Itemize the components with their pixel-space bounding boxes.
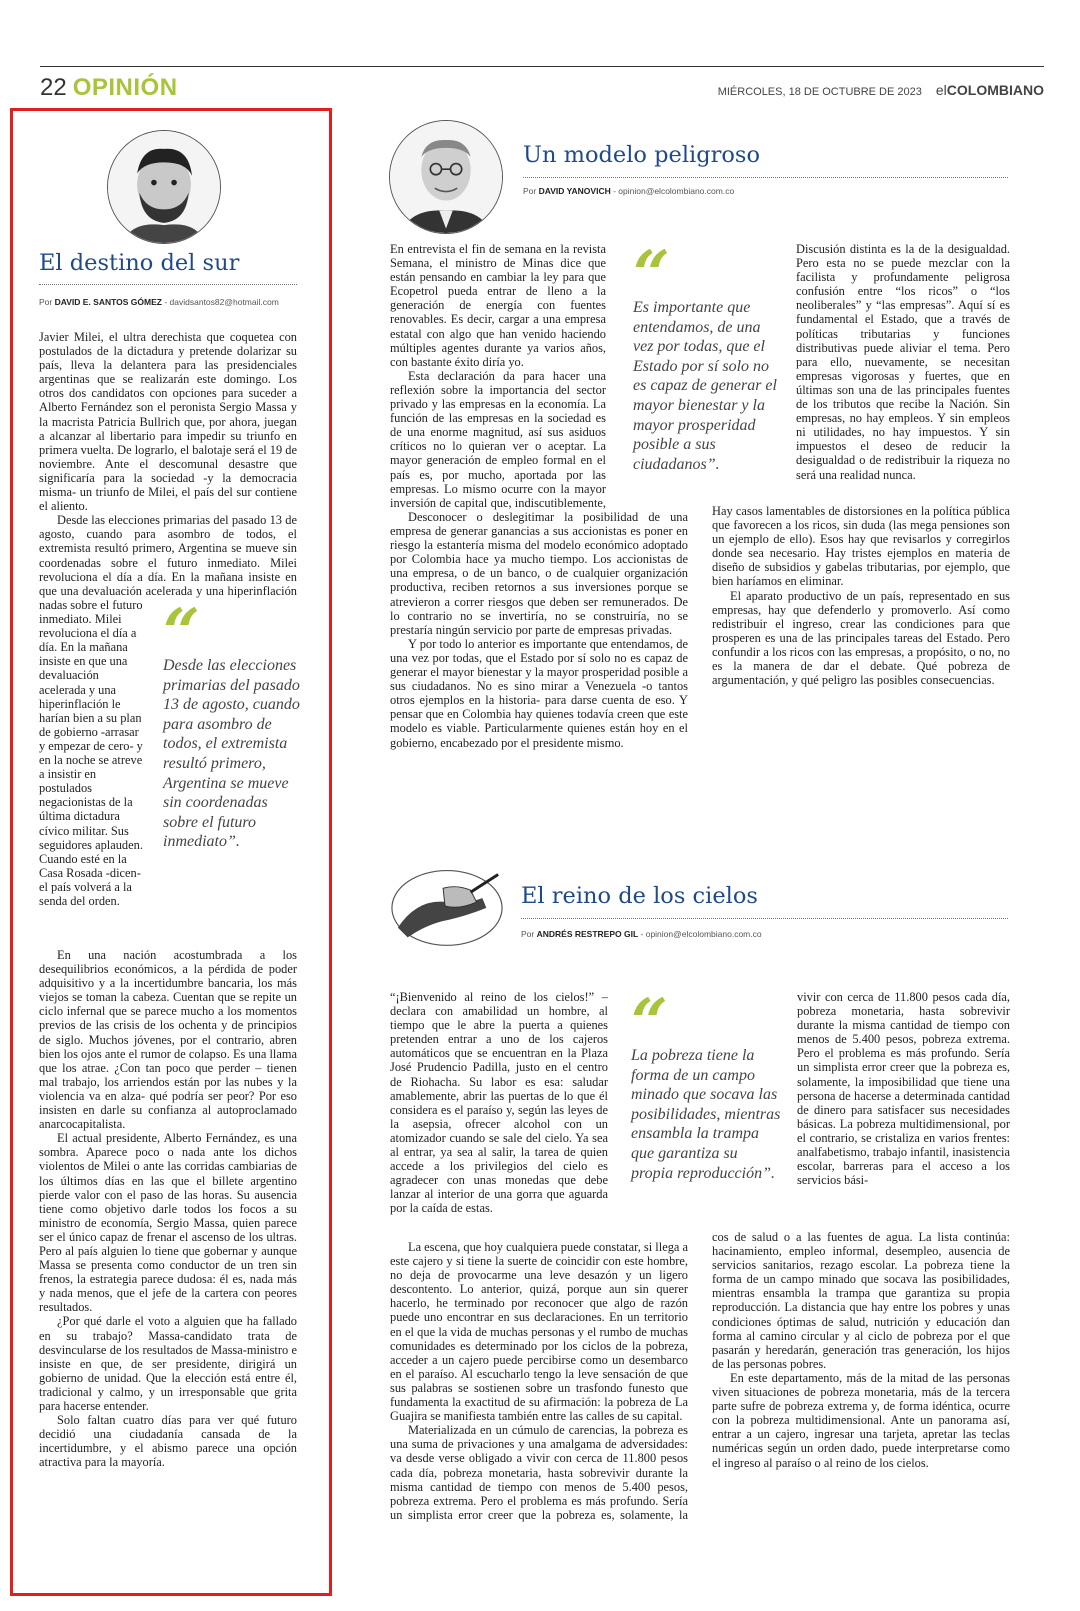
pull-quote-destino: “ Desde las elecciones primarias del pasado 13 de agosto, cuando para asombro de todos, el extremista resultó primero, Argentina se mueve sin coordenadas sobre el futuro inmediato”. [163,608,303,852]
paragraph: Solo faltan cuatro días para ver qué futuro decidió una ciudadanía cansada de la incertidumbre, y el abismo parece una opción atractiva para la mayoría. [39,1413,297,1470]
quote-mark-icon: “ [633,237,670,312]
paragraph: cos de salud o a las fuentes de agua. La lista continúa: hacinamiento, empleo informal, desempleo, ausencia de servicios sanitarios, rezago escolar. La pobreza tiene la forma de un campo minado que socava las posibilidades, mientras ensambla la trampa que garantiza su propia reproducción. La distancia que hay entre los pobres y unas condiciones óptimas de salud, nutrición y educación dan forma al camino circular y al ciclo de pobreza por el que pasarán y heredarán, generación tras generación, los hijos de las personas pobres. [712,1230,1010,1371]
brand-logo: elCOLOMBIANO [935,82,1044,98]
paragraph: ¿Por qué darle el voto a alguien que ha fallado en su trabajo? Massa-candidato trata de desvincularse de los resultados de Massa-ministro e insiste en que, de ser presidente, dirigirá un gobierno de unidad. Que la elección está entre él, tradicional y calmo, y un irresponsable que grita para hacerse entender. [39,1314,297,1413]
paragraph: vivir con cerca de 11.800 pesos cada día, pobreza monetaria, hasta sobrevivir durante la misma cantidad de tiempo con menos de 5.400 pesos, pobreza extrema. Pero el problema es más profundo. Sería un simplista error creer que la pobreza es, solamente, la imposibilidad que tiene una persona de hacerse a determinada cantidad de dinero para satisfacer sus necesidades básicas. La pobreza multidimensional, por el contrario, se cristaliza en varios frentes: analfabetismo, trabajo infantil, inasistencia escolar, barreras para el acceso a los servicios bási- [797,990,1010,1188]
article-body-modelo-col1-bottom [390,510,688,836]
byline-yanovich: Por DAVID YANOVICH - opinion@elcolombiano.com.co [523,186,735,196]
paragraph: Hay casos lamentables de distorsiones en la política pública que favorecen a los ricos, sin duda (las mega pensiones son un ejemplo de ello). Esos hay que revisarlos y corregirlos donde sea necesario. Hay tristes ejemplos en materia de diseño de subsidios y gabelas tributarias, por ejemplo, que bien haríamos en eliminar. [712,504,1010,589]
section-name: OPINIÓN [72,74,178,101]
article-body-destino-part2 [39,948,297,1526]
paragraph: Y por todo lo anterior es importante que entendamos, de una vez por todas, que el Estado por sí solo no es capaz de generar el mayor bienestar y la mayor prosperidad posible a sus ciudadanos. No es sino mirar a Venezuela -o tantos otros ejemplos en la historia- para darse cuenta de eso. Y pensar que en Colombia hay quienes todavía creen que este modelo es viable. Particularmente quienes están hoy en el gobierno, encabezado por el presidente mismo. [390,636,688,750]
article-body-destino-narrow [39,598,147,948]
paragraph: En entrevista el fin de semana en la revista Semana, el ministro de Minas dice que están pensando en cambiar la ley para que Ecopetrol pueda entrar de lleno a la generación de energía con fuentes renovables. Es decir, cargar a una empresa estatal con algo que han venido haciendo múltiples agentes durante ya varios años, con bastante éxito diría yo. [390,242,606,369]
article-title-modelo: Un modelo peligroso [523,142,761,168]
paragraph: En una nación acostumbrada a los desequilibrios económicos, a la pérdida de poder adquisitivo y a la incertidumbre bancaria, los más viejos se toman la cabeza. Cuentan que se repite un ciclo infernal que se parece mucho a los momentos previos de las crisis de los ochenta y de principios de siglo. Muchos jóvenes, por el contrario, abren bien los ojos ante el rumor de colapso. Es una llama que los atrae. ¿Con tan poco que perder – tienen mal trabajo, los arriendos están por las nubes y la violencia va en alza- qué podría ser peor? Por eso insisten en darle su confianza al autoproclamado anarcocapitalista. [39,948,297,1132]
writing-hand-illustration [388,858,506,950]
paragraph: Desde las elecciones primarias del pasado 13 de agosto, cuando para asombro de todos, el extremista resultó primero, Argentina se mueve sin coordenadas sobre el futuro inmediato. Milei revoluciona el día a día. En la mañana insiste en que una devaluación acelerada y una hiperinflación [39,513,297,598]
quote-mark-icon: “ [163,595,200,670]
paragraph: Javier Milei, el ultra derechista que coquetea con postulados de la dictadura y pretende dolarizar su país, lleva la delantera para las presidenciales argentinas que se realizarán este domingo. Los otros dos candidatos con opciones para suceder a Alberto Fernández son el peronista Sergio Massa y la macrista Patricia Bullrich que, por ahora, juegan a alcanzar al libertario para impedir su triunfo en primera vuelta. De lograrlo, el balotaje será el 19 de noviembre. Ante el descomunal desastre que significaría para la sociedad -y la democracia misma- un triunfo de Milei, el país del sur contiene el aliento. [39,330,297,514]
article-body-modelo-col3-bottom [712,504,1010,834]
article-title-reino: El reino de los cielos [521,883,758,909]
title-rule [39,284,297,285]
author-portrait-santos [107,130,221,244]
title-rule [523,177,1008,178]
byline-restrepo: Por ANDRÉS RESTREPO GIL - opinion@elcolombiano.com.co [521,929,762,939]
article-body-modelo-col3-top [796,242,1010,504]
dateline [718,82,1044,98]
author-portrait-yanovich [389,120,503,234]
top-rule [40,66,1044,67]
issue-date: MIÉRCOLES, 18 DE OCTUBRE DE 2023 [717,86,922,98]
paragraph: El actual presidente, Alberto Fernández, es una sombra. Aparece poco o nada ante los dichos violentos de Milei o ante las corridas cambiarias de los últimos días en las que el billete argentino pierde valor con el paso de las horas. Su ausencia tiene como objetivo darle todos los focos a su ministro de economía, Sergio Massa, quien parece ser el único capaz de frenar el ascenso de los ultras. Pero al país alguien lo tiene que gobernar y aunque Massa se presenta como conductor de un tren sin frenos, la estrategia parece dudosa: él es, nada más y nada menos, que el jefe de la cartera con peores resultados. [39,1131,297,1315]
pull-quote-modelo: “ Es importante que entendamos, de una vez por todas, que el Estado por sí solo no es capaz de generar el mayor bienestar y la mayor prosperidad posible a sus ciudadanos”. [633,237,777,473]
quote-mark-icon: “ [631,985,668,1060]
title-rule [521,918,1008,919]
article-body-reino-col1-bottom [390,1240,688,1523]
paragraph: “¡Bienvenido al reino de los cielos!” – declara con amabilidad un hombre, al tiempo que le abre la puerta a quienes pretenden entrar a uno de los cajeros automáticos que se encuentran en la Plaza José Prudencio Padilla, justo en el centro de Riohacha. Su labor es esa: saludar amablemente, abrir las puertas de lo que él considera es el paraíso y, según las leyes de la asepsia, ofrecer alcohol con un atomizador cuando se sale del cielo. Ya sea al entrar, ya sea al salir, la tarea de quien accede a los privilegios del cielo es agradecer con unas monedas que debe lanzar al interior de una gorra que aguarda por la caída de estas. [390,990,608,1216]
paragraph: Materializada en un cúmulo de carencias, la pobreza es una suma de privaciones y una amalgama de adversidades: va desde verse obligado a vivir con cerca de 11.800 pesos cada día, pobreza monetaria, hasta sobrevivir durante la misma cantidad de tiempo con menos de 5.400 pesos, pobreza extrema. Pero el problema es más profundo. Sería un simplista error creer que la pobreza es, solamente, la [390,1423,688,1522]
article-body-modelo-col1-top [390,242,606,510]
paragraph: nadas sobre el futuro inmediato. Milei revoluciona el día a día. En la mañana insiste en que una devaluación acelerada y una hiperinflación le harían bien a su plan de gobierno -arrasar y empezar de cero- y en la noche se atreve a insistir en postulados negacionistas de la última dictadura cívico militar. Sus seguidores aplauden. Cuando esté en la Casa Rosada -dicen- el país volverá a la senda del orden. [39,598,143,908]
article-body-destino-part1 [39,330,297,598]
article-title-destino: El destino del sur [39,250,240,276]
paragraph: Discusión distinta es la de la desigualdad. Pero esta no se puede mezclar con la facilista y profundamente peligrosa confusión entre “los ricos” o “los neoliberales” y “las empresas”. Aquí sí es fundamental el Estado, que a través de políticas tributarias y funciones distributivas puede aliviar el tema. Pero para ello, nuevamente, se necesitan empresas vigorosas y fuertes, que en últimas son una de las principales fuentes de los tributos que recibe la Nación. Sin empresas, no hay empleos. Y sin empleos ni utilidades, no hay impuestos. Y sin impuestos el deseo de reducir la desigualdad o de redistribuir la riqueza no será una realidad nunca. [796,242,1010,482]
page-number: 22 [40,74,67,101]
paragraph: En este departamento, más de la mitad de las personas viven situaciones de pobreza monetaria, más de la tercera parte sufre de pobreza extrema y, de forma idéntica, ocurre con la pobreza multidimensional. Ante un panorama así, entrar a un cajero, ingresar una tarjeta, apretar las teclas numéricas según un orden dado, puede interpretarse como el ingreso al paraíso o al reino de los cielos. [712,1370,1010,1470]
article-body-reino-col3-top [797,990,1010,1230]
paragraph: Desconocer o deslegitimar la posibilidad de una empresa de generar ganancias a sus accionistas es poner en riesgo la estantería misma del modelo económico adoptado por Colombia hace ya mucho tiempo. Los accionistas de una empresa, o de un banco, o de cualquier organización productiva, reciben retornos a sus inversiones porque se atrevieron a correr riesgos que deben ser remunerados. De lo contrario no se invertiría, no se construiría, no se prestaría ningún servicio por parte de empresas privadas. [390,510,688,637]
paragraph: El aparato productivo de un país, representado en sus empresas, hay que defenderlo y promoverlo. Así como redistribuir el ingreso, crear las condiciones para que prosperen es una de las principales tareas del Estado. Pero confundir a los ricos con las empresas, a propósito, o no, no es la manera de dar el debate. Qué pobreza de argumentación, y qué peligro las posibles consecuencias. [712,588,1010,688]
byline-santos: Por DAVID E. SANTOS GÓMEZ - davidsantos82@hotmail.com [39,297,279,307]
article-body-reino-col1-top [390,990,608,1240]
article-body-reino-col3-bottom [712,1230,1010,1522]
section-header [40,74,178,102]
paragraph: Esta declaración da para hacer una reflexión sobre la importancia del sector privado y las empresas en la economía. La función de las empresas en la sociedad es de una enorme magnitud, así sus asiduos críticos no lo quieran ver o aceptar. La mayor generación de empleo formal en el país es, por mucho, aportada por las empresas. Lo mismo ocurre con la mayor inversión de capital que, indiscutiblemente, [390,368,606,510]
pull-quote-reino: “ La pobreza tiene la forma de un campo minado que socava las posibilidades, mientras ensambla la trampa que garantiza su propia reproducción”. [631,985,781,1182]
paragraph: La escena, que hoy cualquiera puede constatar, si llega a este cajero y si tiene la suerte de coincidir con este hombre, no deja de provocarme una leve desazón y un ligero descontento. Lo anterior, quizá, porque aun sin querer hacerlo, he terminado por reconocer que algo de razón puede uno encontrar en sus declaraciones. En un territorio en el que la vida de muchas personas y el rumbo de muchas comunidades es determinado por los ciclos de la pobreza, acceder a un cajero puede percibirse como un desembarco en el paraíso. Al escucharlo tengo la leve sensación de que sus palabras se sostienen sobre un trasfondo funesto que fundamenta la exactitud de su afirmación: la pobreza de La Guajira se manifiesta también entre las calles de su capital. [390,1240,688,1424]
